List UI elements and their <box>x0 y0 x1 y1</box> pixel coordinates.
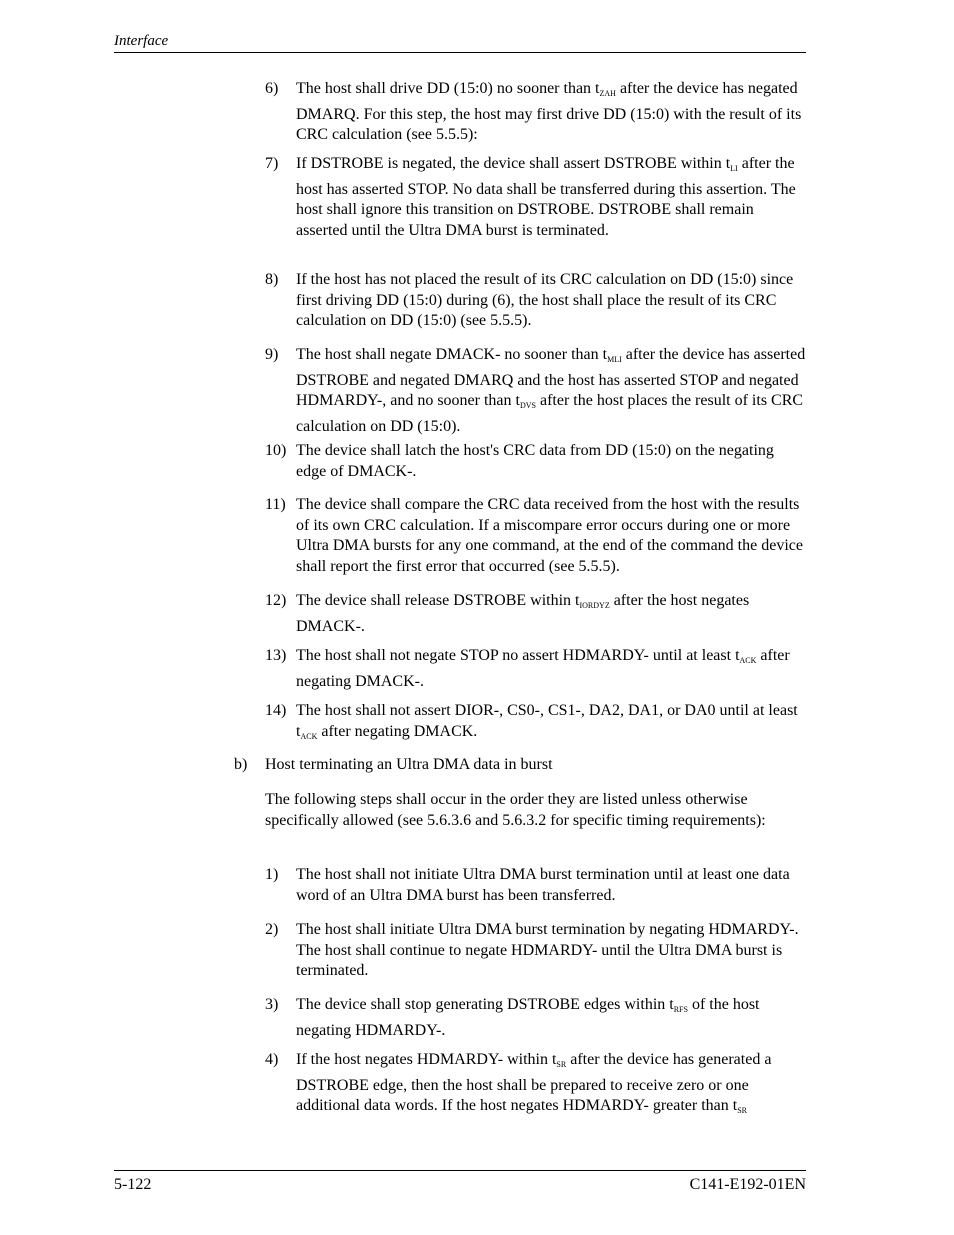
subscript: LI <box>730 164 738 173</box>
list-item <box>265 79 806 146</box>
subscript: SR <box>737 1106 748 1115</box>
subscript: IORDYZ <box>579 601 610 610</box>
list-item <box>265 701 806 747</box>
page-number: 5-122 <box>114 1176 152 1193</box>
item-number: 14) <box>265 702 287 719</box>
list-item <box>265 345 806 437</box>
list-item <box>265 154 806 241</box>
item-number: 7) <box>265 155 279 172</box>
subscript: DVS <box>519 401 536 410</box>
list-item <box>265 441 806 482</box>
item-text: The device shall compare the CRC data received from the host with the results of its own CRC calculation. If a miscompare error occurs during one or more Ultra DMA bursts for any one command, at the end of the command the device shall report the first error that occurred (see 5.5.5). <box>296 496 803 575</box>
item-number: 11) <box>265 496 286 513</box>
list-item <box>265 995 806 1041</box>
list-item <box>265 646 806 692</box>
item-number: 12) <box>265 592 287 609</box>
item-text: If DSTROBE is negated, the device shall assert DSTROBE within $t_{LI}$ after the host has asserted STOP. No data shall be transferred during this assertion. The host shall ignore this transition on DSTROBE. DSTROBE shall remain asserted until the Ultra DMA burst is terminated. <box>296 155 796 239</box>
item-number: 9) <box>265 346 279 363</box>
item-text: The host shall drive DD (15:0) no sooner than $t_{ZAH}$ after the device has negated DMARQ. For this step, the host may first drive DD (15:0) with the result of its CRC calculation (see 5.5.5): <box>296 80 802 143</box>
item-text: The device shall latch the host's CRC data from DD (15:0) on the negating edge of DMACK-. <box>296 442 774 480</box>
list-item <box>265 1050 806 1122</box>
section-title: Host terminating an Ultra DMA data in burst <box>265 756 553 773</box>
item-number: 1) <box>265 866 279 883</box>
item-text: The device shall stop generating DSTROBE edges within $t_{RFS}$ of the host negating HDMARDY-. <box>296 996 760 1039</box>
item-text: The host shall negate DMACK- no sooner than $t_{MLI}$ after the device has asserted DSTROBE and negated DMARQ and the host has asserted STOP and negated HDMARDY-, and no sooner than $t_{DVS}$ after the host places the result of its CRC calculation on DD (15:0). <box>296 346 806 435</box>
item-text: The host shall initiate Ultra DMA burst termination by negating HDMARDY-. The host shall continue to negate HDMARDY- until the Ultra DMA burst is terminated. <box>296 921 799 979</box>
section-intro: The following steps shall occur in the order they are listed unless otherwise specifically allowed (see 5.6.3.6 and 5.6.3.2 for specific timing requirements): <box>265 791 766 829</box>
item-text: The host shall not initiate Ultra DMA burst termination until at least one data word of an Ultra DMA burst has been transferred. <box>296 866 790 904</box>
subscript: MLI <box>607 355 622 364</box>
item-number: 2) <box>265 921 279 938</box>
item-number: 3) <box>265 996 279 1013</box>
running-header: Interface <box>114 31 806 53</box>
list-item <box>265 270 806 332</box>
item-number: 4) <box>265 1051 279 1068</box>
list-item <box>265 920 806 982</box>
item-text: If the host has not placed the result of its CRC calculation on DD (15:0) since first driving DD (15:0) during (6), the host shall place the result of its CRC calculation on DD (15:0) (see 5.5.5). <box>296 271 794 329</box>
item-number: 10) <box>265 442 287 459</box>
subscript: ZAH <box>599 89 616 98</box>
item-text: The device shall release DSTROBE within $t_{IORDYZ}$ after the host negates DMACK-. <box>296 592 750 635</box>
item-text: The host shall not assert DIOR-, CS0-, CS1-, DA2, DA1, or DA0 until at least $t_{ACK}$ after negating DMACK. <box>296 702 798 741</box>
item-text: If the host negates HDMARDY- within $t_{SR}$ after the device has generated a DSTROBE edge, then the host shall be prepared to receive zero or one additional data words. If the host negates HDMARDY- greater than $t_{SR}$ <box>296 1051 772 1115</box>
footer-rule <box>114 1170 806 1171</box>
list-item <box>265 865 806 906</box>
item-number: 13) <box>265 647 287 664</box>
section-label: b) <box>234 756 248 773</box>
subscript: ACK <box>739 656 757 665</box>
list-item <box>265 591 806 637</box>
subscript: ACK <box>300 731 318 741</box>
subscript: SR <box>556 1060 567 1069</box>
item-text: The host shall not negate STOP no assert HDMARDY- until at least $t_{ACK}$ after negating DMACK-. <box>296 647 790 690</box>
list-item <box>265 495 806 577</box>
section-heading <box>234 755 806 776</box>
item-number: 6) <box>265 80 279 97</box>
item-number: 8) <box>265 271 279 288</box>
subscript: RFS <box>673 1005 688 1014</box>
document-id: C141-E192-01EN <box>689 1176 806 1193</box>
